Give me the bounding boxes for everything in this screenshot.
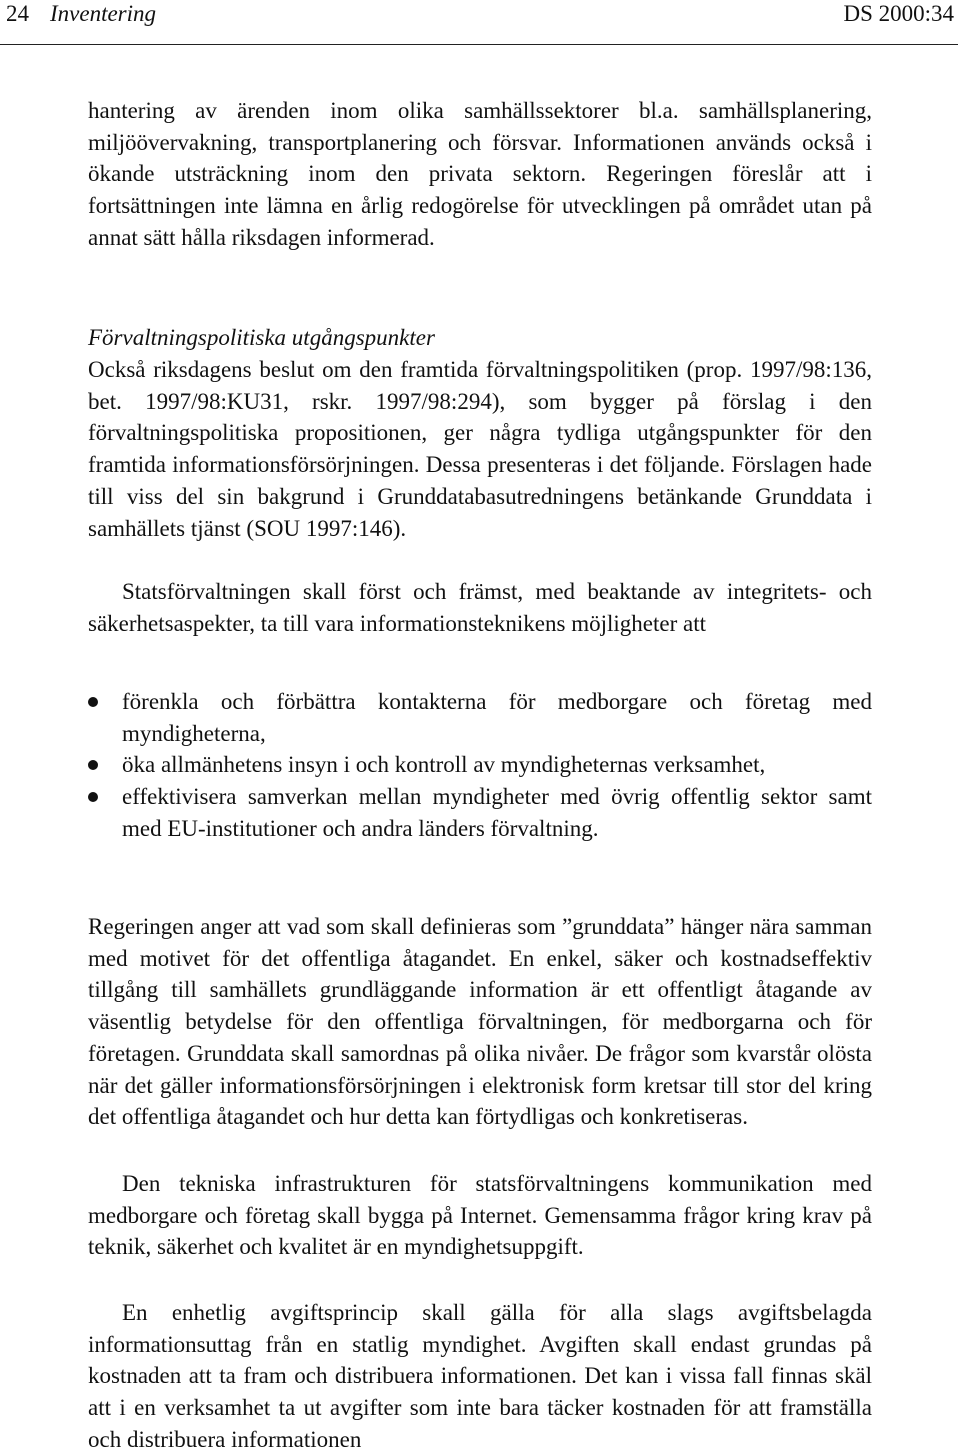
page-header [0, 0, 958, 45]
bullet-icon [88, 792, 98, 802]
list-item-text: öka allmänhetens insyn i och kontroll av myndigheternas verksamhet, [122, 752, 766, 778]
paragraph-2: Också riksdagens beslut om den framtida förvaltningspolitiken (prop. 1997/98:136, bet. 1997/98:KU31, rskr. 1997/98:294), som bygger på förslag i den förvaltningspolitiska propositionen, ger några tydliga utgångspunkter för den framtida informationsförsörjningen. Dessa presenteras i det följande. Förslagen hade till viss del sin bakgrund i Grunddatabasutredningens betänkande Grunddata i samhällets tjänst (SOU 1997:146). [88, 357, 872, 541]
page-number: 24 [6, 1, 29, 26]
paragraph-5: Den tekniska infrastrukturen för statsförvaltningens kommunikation med medborgare och företag skall bygga på Internet. Gemensamma frågor kring krav på teknik, säkerhet och kvalitet är en myndighetsuppgift. [88, 1171, 872, 1260]
section-title: Inventering [50, 1, 157, 26]
paragraph-3: Statsförvaltningen skall först och främst, med beaktande av integritets- och säkerhetsaspekter, ta till vara informationsteknikens möjligheter att [88, 579, 872, 636]
subheading: Förvaltningspolitiska utgångspunkter [88, 325, 435, 350]
paragraph-1: hantering av ärenden inom olika samhällssektorer bl.a. samhällsplanering, miljöövervakning, transportplanering och försvar. Informationen används också i ökande utsträckning inom den privata sektorn. Regeringen föreslår att i fortsättningen inte lämna en årlig redogörelse för utvecklingen på området utan på annat sätt hålla riksdagen informerad. [88, 98, 872, 250]
bullet-icon [88, 760, 98, 770]
paragraph-4: Regeringen anger att vad som skall definieras som ”grunddata” hänger nära samman med motivet för det offentliga åtagandet. En enkel, säker och kostnadseffektiv tillgång till samhällets grundläggande information är ett offentligt åtagande av väsentlig betydelse för den offentliga förvaltningen, för medborgarna och för företagen. Grunddata skall samordnas på olika nivåer. De frågor som kvarstår olösta när det gäller informationsförsörjningen i elektronisk form kretsar till stor del kring det offentliga åtagandet och hur detta kan förtydligas och konkretiseras. [88, 914, 872, 1130]
list-item [88, 781, 872, 844]
list-item-text: förenkla och förbättra kontakterna för medborgare och företag med myndigheterna, [122, 689, 872, 746]
bullet-icon [88, 697, 98, 707]
list-item [88, 686, 872, 749]
paragraph-6: En enhetlig avgiftsprincip skall gälla för alla slags avgiftsbelagda informationsuttag från en statlig myndighet. Avgiften skall endast grundas på kostnaden att ta fram och distribuera informationen. Det kan i vissa fall finnas skäl att i en verksamhet ta ut avgifter som inte bara täcker kostnaden för att framställa och distribuera informationen [88, 1300, 872, 1452]
list-item-text: effektivisera samverkan mellan myndigheter med övrig offentlig sektor samt med EU-institutioner och andra länders förvaltning. [122, 784, 872, 841]
list-item [88, 749, 872, 781]
document-id: DS 2000:34 [843, 1, 954, 26]
bullet-list [88, 686, 872, 845]
